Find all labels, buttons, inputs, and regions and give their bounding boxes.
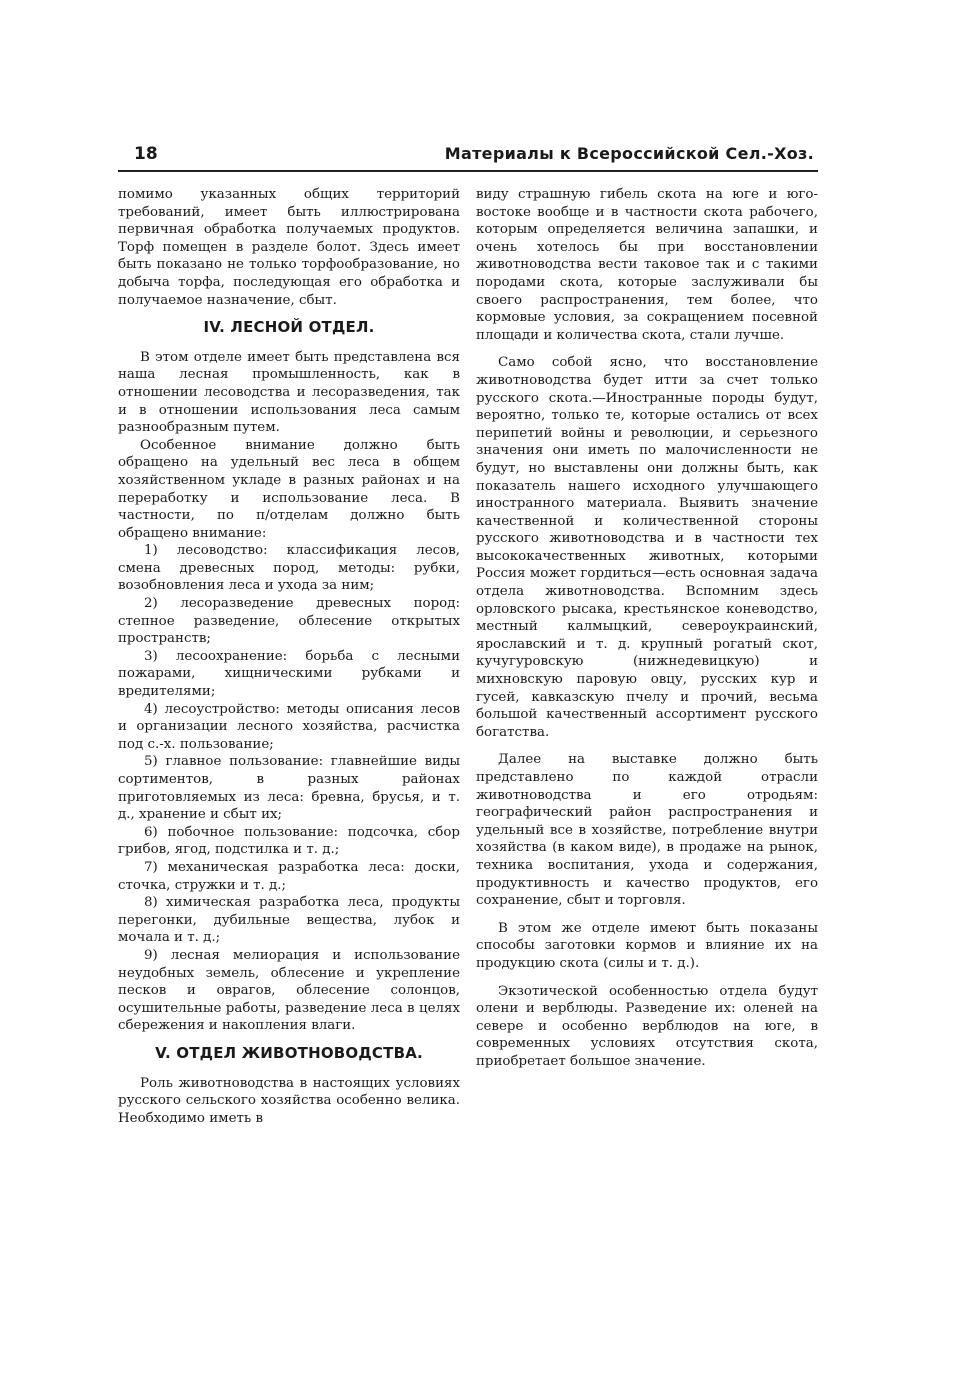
list-item: 7) механическая разработка леса: доски, сточка, стружки и т. д.; [118,859,460,893]
paragraph: Далее на выставке должно быть представлено по каждой отрасли животноводства и его отродьям: географический район распространения и удельный все в хозяйстве, потребление внутри хозяйства (в каком виде), в продаже на рынок, техника воспитания, ухода и содержания, продуктивность и качество продуктов, его сохранение, сбыт и торговля. [476,752,818,909]
section-heading-forest: IV. ЛЕСНОЙ ОТДЕЛ. [203,318,375,337]
running-title: Материалы к Всероссийской Сел.-Хоз. [444,144,814,163]
list-item: 4) лесоустройство: методы описания лесов и организации лесного хозяйства, расчистка под с.-х. пользование; [118,701,460,752]
section-heading-livestock: V. ОТДЕЛ ЖИВОТНОВОДСТВА. [155,1043,423,1062]
paragraph: В этом же отделе имеют быть показаны способы заготовки кормов и влияние их на продукцию скота (силы и т. д.). [476,920,818,971]
paragraph: виду страшную гибель скота на юге и юго-востоке вообще и в частности скота рабочего, которым определяется величина запашки, и очень хотелось бы при восстановлении животноводства вести таковое так и с такими породами скота, которые заслуживали бы своего распространения, тем более, что кормовые условия, за сокращением посевной площади и количества скота, стали лучше. [476,187,818,343]
paragraph: Экзотической особенностью отдела будут олени и верблюды. Разведение их: оленей на севере и особенно верблюдов на юге, в современных условиях отсутствия скота, приобретает большое значение. [476,983,818,1069]
list-item: 2) лесоразведение древесных пород: степное разведение, облесение открытых пространств; [118,596,460,647]
left-column [118,186,460,1127]
list-item: 5) главное пользование: главнейшие виды сортиментов, в разных районах приготовляемых из леса: бревна, брусья, и т. д., хранение и сбыт их; [118,754,460,823]
list-item: 9) лесная мелиорация и использование неудобных земель, облесение и укрепление песков и оврагов, облесение солонцов, осушительные работы, разведение леса в целях сбережения и накопления влаги. [118,947,460,1034]
page-number: 18 [134,144,158,164]
list-item: 8) химическая разработка леса, продукты перегонки, дубильные вещества, лубок и мочала и т. д.; [118,895,460,946]
right-column [476,186,818,1071]
page-header [118,140,818,172]
paragraph: Роль животноводства в настоящих условиях русского сельского хозяйства особенно велика. Необходимо иметь в [118,1075,460,1126]
paragraph: помимо указанных общих территорий требований, имеет быть иллюстрирована первичная обработка получаемых продуктов. Торф помещен в разделе болот. Здесь имеет быть показано не только торфообразование, но добыча торфа, последующая его обработка и получаемое назначение, сбыт. [118,187,460,308]
paragraph: Само собой ясно, что восстановление животноводства будет итти за счет только русского скота.—Иностранные породы будут, вероятно, только те, которые остались от всех перипетий войны и революции, и серьезного значения они иметь по малочисленности не будут, но выставлены они должны быть, как показатель нашего исходного улучшающего иностранного материала. Выявить значение качественной и количественной стороны русского животноводства и в частности тех высококачественных животных, которыми Россия может гордиться—есть основная задача отдела животноводства. Вспомним здесь орловского рысака, крестьянское коневодство, местный калмыцкий, североукраинский, ярославский и т. д. крупный рогатый скот, кучугуровскую (нижнедевицкую) и михновскую паровую овцу, русских кур и гусей, кавказскую пчелу и прочий, весьма большой качественный ассортимент русского богатства. [476,355,818,740]
paragraph: Особенное внимание должно быть обращено на удельный вес леса в общем хозяйственном укладе в разных районах и на переработку и использование леса. В частности, по п/отделам должно быть обращено внимание: [118,437,460,541]
paragraph: В этом отделе имеет быть представлена вся наша лесная промышленность, как в отношении лесоводства и лесоразведения, так и в отношении использования леса самым разнообразным путем. [118,349,460,436]
list-item: 1) лесоводство: классификация лесов, смена древесных пород, методы: рубки, возобновления леса и ухода за ним; [118,543,460,594]
list-item: 3) лесоохранение: борьба с лесными пожарами, хищническими рубками и вредителями; [118,648,460,700]
list-item: 6) побочное пользование: подсочка, сбор грибов, ягод, подстилка и т. д.; [118,824,460,858]
